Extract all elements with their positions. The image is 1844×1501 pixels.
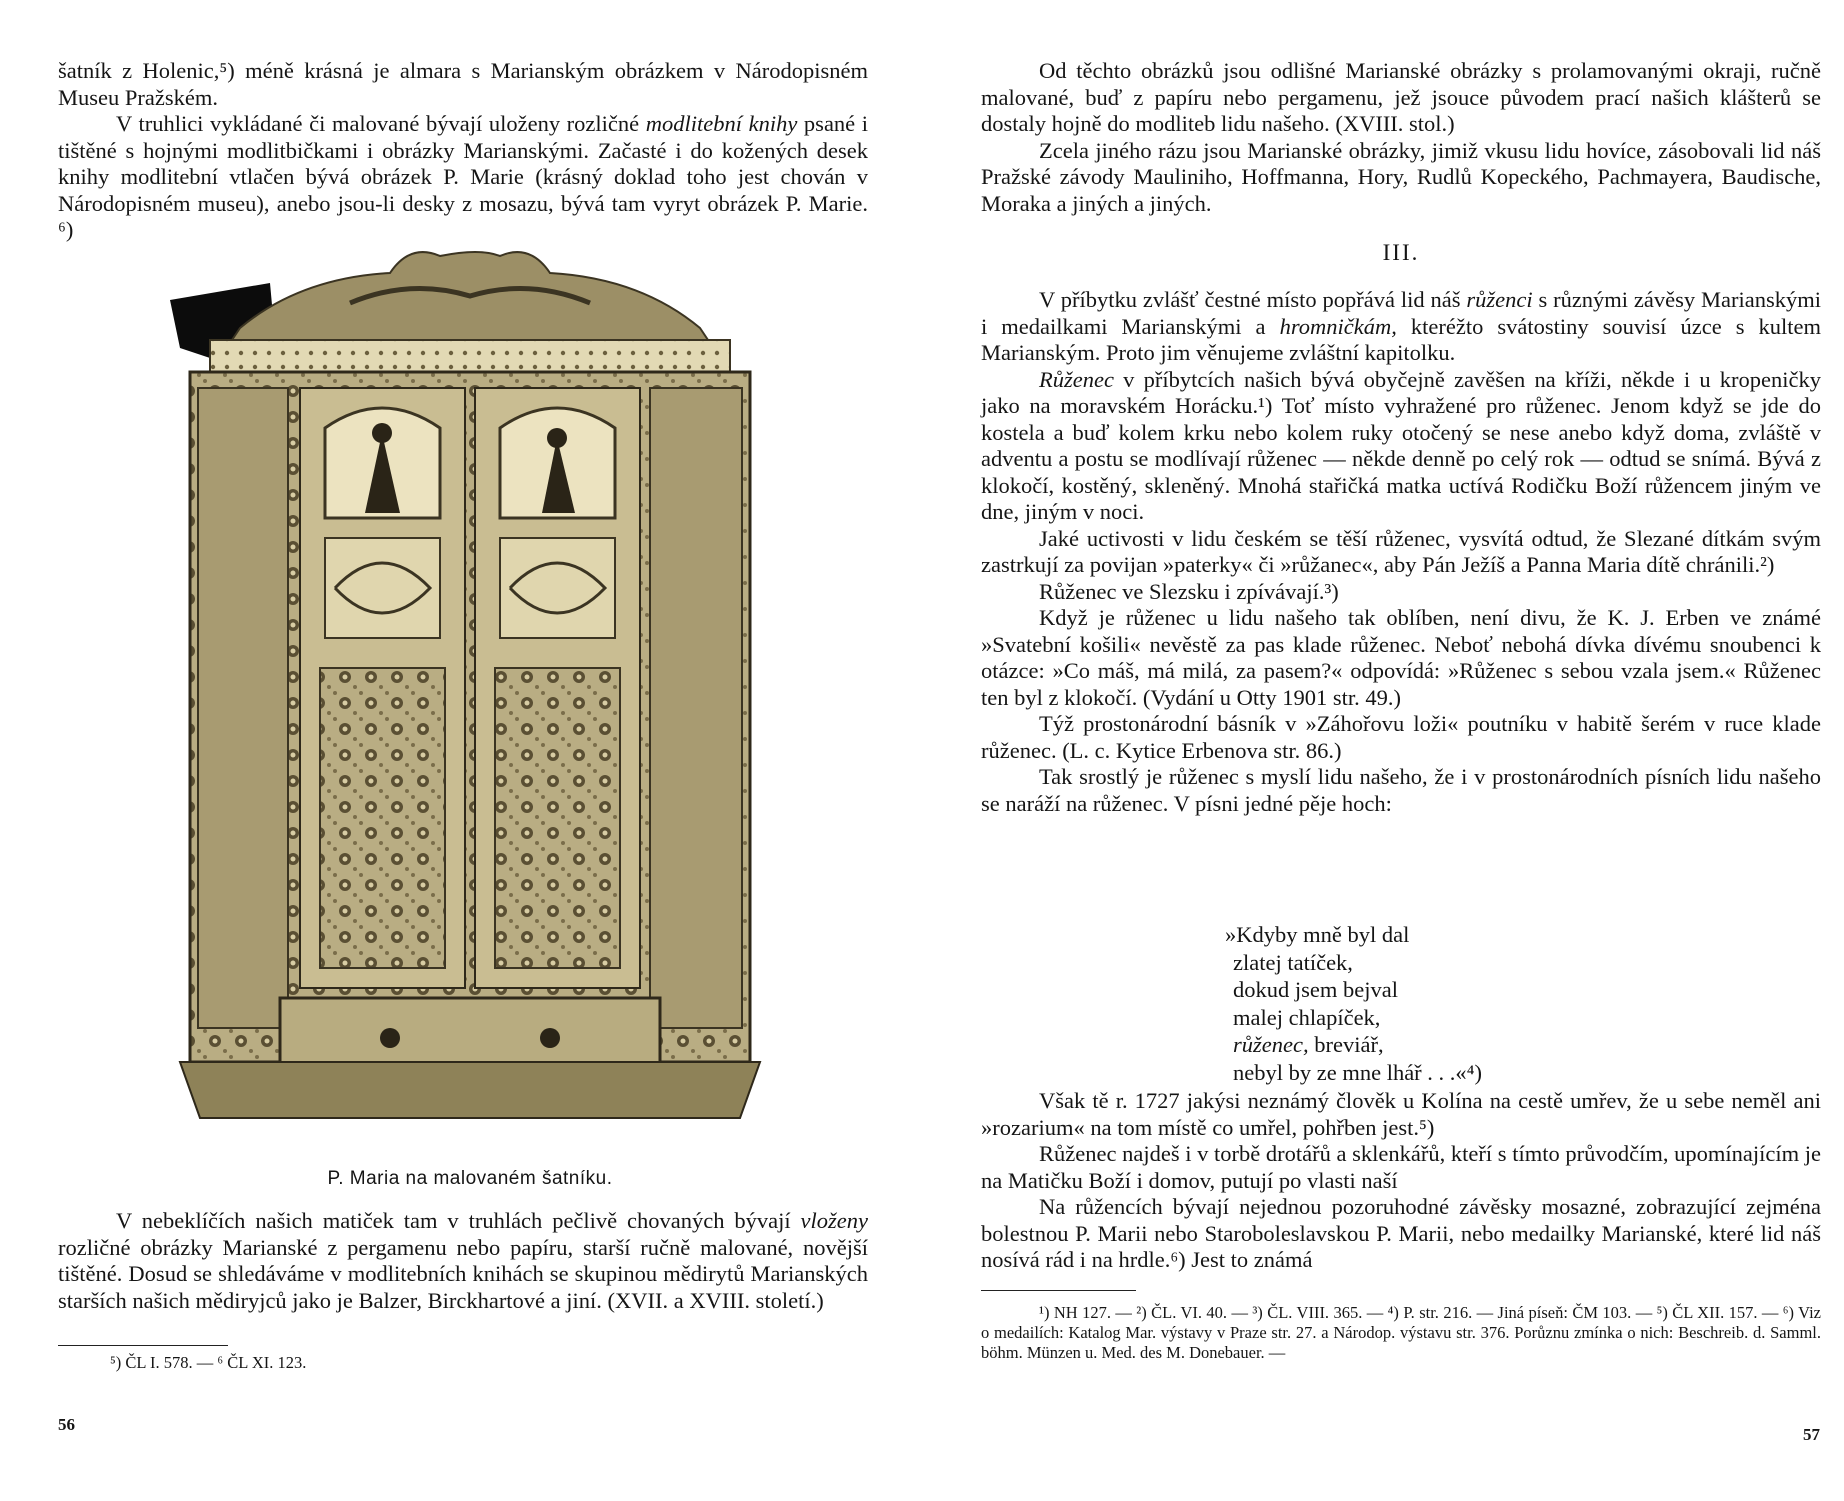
paragraph-zavody: Zcela jiného rázu jsou Marianské obrázky, jimiž vkusu lidu hovíce, zásobovali lid náš Pražské závody Mauliniho, Hoffmanna, Hory, Rudlů Kopeckého, Pachmayera, Baudische, Moraka a jiných a jiných. bbox=[981, 137, 1821, 216]
paragraph-kolin: Však tě r. 1727 jakýsi neznámý člověk u Kolína na cestě umřev, že u sebe neměl ani »rozarium« na tom místě co umřel, pohřben jest.⁵) bbox=[981, 1088, 1821, 1140]
footnote-rule bbox=[58, 1345, 228, 1346]
right-top-text bbox=[981, 58, 1821, 217]
left-top-text bbox=[58, 58, 868, 244]
footnotes-left: ⁵) ČL I. 578. — ⁶ ČL XI. 123. bbox=[110, 1353, 307, 1372]
right-page bbox=[960, 0, 1844, 1501]
paragraph-slezane: Jaké uctivosti v lidu českém se těší růženec, vysvítá odtud, že Slezané dítkám svým zastrkují za povijan »paterky« či »růžanec«, aby Pán Ježíš a Panna Maria dítě chránili.²) bbox=[981, 525, 1821, 577]
paragraph-satnik: šatník z Holenic,⁵) méně krásná je almara s Marianským obrázkem v Národopisném Museu Pražském. bbox=[58, 58, 868, 110]
paragraph-ruzenec: Růženec v příbytcích našich bývá obyčejně zavěšen na kříži, někde i u kropeničky jako na moravském Horácku.¹) Toť místo vyhražené pro růženec. Jenom když se jde do kostela a buď kolem krku nebo kolem ruky otočený se nese anebo když doma, zvláště v adventu a postu se modlívají růženec — někde denně po celý rok — odtud se snímá. Bývá z klokočí, kostěný, skleněný. Mnohá stařičká matka uctívá Rodičku Boží růžencem jiným ve dne, jiným v noci. bbox=[981, 366, 1821, 524]
paragraph-pribytek: V příbytku zvlášť čestné místo popřává lid náš růženci s různými závěsy Marianskými i medailkami Marianskými a hromničkám, kteréžto svátostiny souvisí úzce s kultem Marianským. Proto jim věnujeme zvláštní kapitolku. bbox=[981, 287, 1821, 365]
poem-line: »Kdyby mně byl dal bbox=[1225, 922, 1410, 947]
paragraph-slezsko: Růženec ve Slezsku i zpívávají.³) bbox=[1039, 578, 1339, 604]
paragraph-zahor: Týž prostonárodní básník v »Záhořovu loži« poutníku v habitě šerém v ruce klade růženec. (L. c. Kytice Erbenova str. 86.) bbox=[981, 711, 1821, 763]
paragraph-nebeklice: V nebeklíčích našich matiček tam v truhlách pečlivě chovaných bývají vloženy rozličné obrázky Marianské z pergamenu nebo papíru, starší ručně malované, novější tištěné. Dosud se shledáváme v modlitebních knihách se skupinou mědirytů Marianských starších našich mědiryjců jako je Balzer, Birckhartové a jiní. (XVII. a XVIII. století.) bbox=[58, 1208, 868, 1313]
paragraph-prolamovane: Od těchto obrázků jsou odlišné Marianské obrázky s prolamovanými okraji, ručně malované, buď z papíru nebo pergamenu, jež jsouce původem prací našich klášterů se dostaly hojně do modliteb lidu našeho. (XVIII. stol.) bbox=[981, 58, 1821, 136]
paragraph-erben: Když je růženec u lidu našeho tak oblíben, není divu, že K. J. Erben ve známé »Svatební košili« nevěstě za pas klade růženec. Neboť nebohá dívka dívému snoubenci k otázce: »Co máš, má milá, za pasem?« odpovídá: »Růženec s sebou vzala jsem.« Růženec ten byl z klokočí. (Vydání u Otty 1901 str. 49.) bbox=[981, 605, 1821, 710]
poem-line: zlatej tatíček, bbox=[1233, 949, 1353, 975]
poem-line: dokud jsem bejval bbox=[1233, 977, 1398, 1002]
right-body-text bbox=[981, 287, 1821, 817]
page-number: 57 bbox=[1803, 1425, 1820, 1444]
poem-line: nebyl by ze mne lhář . . .«⁴) bbox=[1233, 1059, 1483, 1085]
footnotes-right: ¹) NH 127. — ²) ČL. VI. 40. — ³) ČL. VIII. 365. — ⁴) P. str. 216. — Jiná píseň: ČM 103. — ⁵) ČL XII. 157. — ⁶) Viz o medailích: Katalog Mar. výstavy v Praze str. 27. a Národop. výstavu str. 376. Porůznu zmínka o nich: Beschreib. d. Samml. böhm. Münzen u. Med. des M. Donebauer. — bbox=[981, 1303, 1821, 1362]
poem bbox=[1225, 921, 1625, 1086]
paragraph-truhlice: V truhlici vykládané či malované bývají uloženy rozličné modlitební knihy psané i tištěné s hojnými modlitbičkami i obrázky Marianskými. Začasté i do kožených desek knihy modlitební vtlačen bývá obrázek P. Marie (krásný doklad toho jest chován v Národopisném museu), anebo jsou-li desky z mosazu, bývá tam vyryt obrázek P. Marie. ⁶) bbox=[58, 111, 869, 242]
right-after-text bbox=[981, 1088, 1821, 1274]
page-number: 56 bbox=[58, 1415, 75, 1434]
left-page bbox=[0, 0, 900, 1501]
paragraph-pisne: Tak srostlý je růženec s myslí lidu našeho, že i v prostonárodních písních lidu našeho se naráží na růženec. V písni jedné pěje hoch: bbox=[981, 764, 1821, 816]
painted-wardrobe-illustration bbox=[150, 248, 790, 1133]
left-bottom-text bbox=[58, 1208, 868, 1314]
chapter-heading: III. bbox=[1382, 240, 1420, 265]
footnote-rule bbox=[981, 1290, 1136, 1291]
paragraph-zavesky: Na růžencích bývají nejednou pozoruhodné závěsky mosazné, zobrazující zejména bolestnou P. Marii nebo Staroboleslavskou P. Marii, nebo medailky Marianské, které lid náš nosívá rád i na hrdle.⁶) Jest to známá bbox=[981, 1194, 1821, 1272]
paragraph-drotari: Růženec najdeš i v torbě drotářů a sklenkářů, kteří s tímto průvodčím, upomínajícím je na Matičku Boží i domov, putují po vlasti naší bbox=[981, 1141, 1821, 1193]
poem-line: růženec, breviář, bbox=[1233, 1032, 1384, 1057]
poem-line: malej chlapíček, bbox=[1233, 1004, 1381, 1030]
figure-caption: P. Maria na malovaném šatníku. bbox=[327, 1168, 613, 1189]
